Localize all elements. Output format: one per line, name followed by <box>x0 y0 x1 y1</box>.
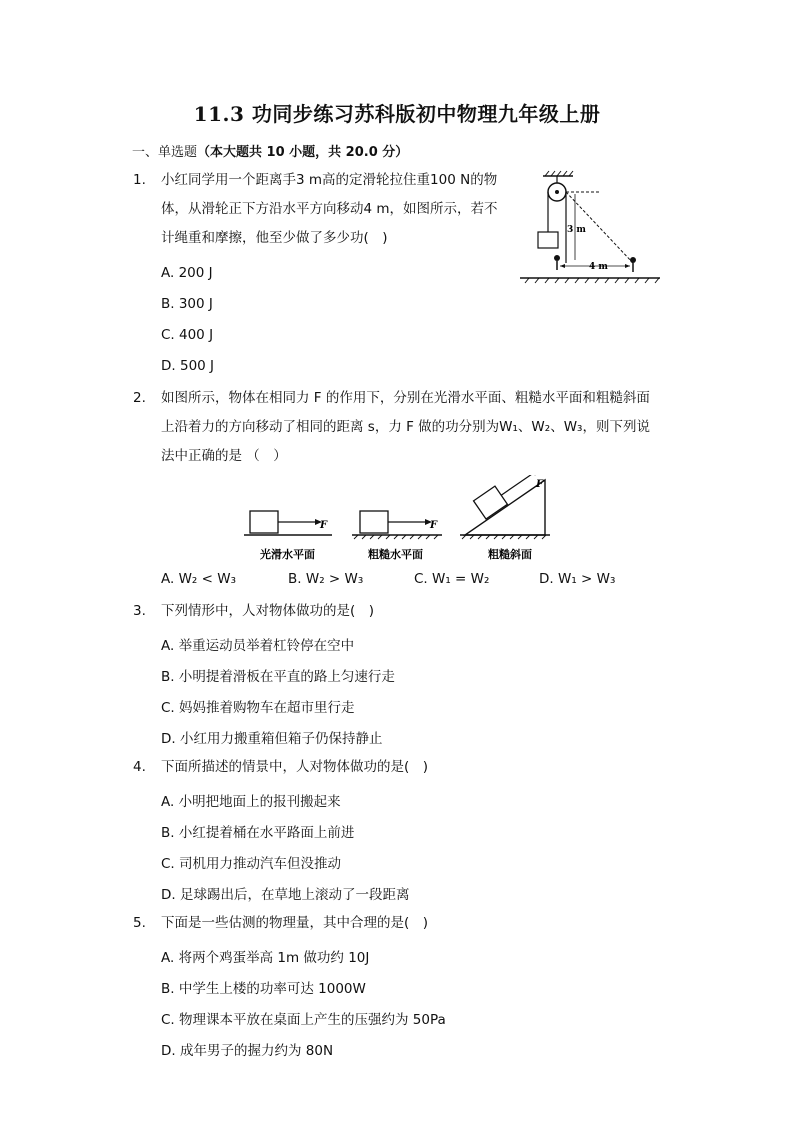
surface-label: 光滑水平面 <box>260 548 315 561</box>
pulley-figure <box>515 170 665 290</box>
question-number: 2. <box>133 390 146 406</box>
section-detail: （本大题共 10 小题，共 20.0 分） <box>197 145 409 160</box>
question-stem: 下面是一些估测的物理量，其中合理的是( ) <box>161 915 429 931</box>
option-c[interactable]: C. 物理课本平放在桌面上产生的压强约为 50Pa <box>161 1012 446 1028</box>
option-a[interactable]: A. 举重运动员举着杠铃停在空中 <box>161 638 355 654</box>
stem-line: 法中正确的是 （ ） <box>161 448 287 464</box>
option-d[interactable]: D. 500 J <box>161 358 215 374</box>
question-number: 3. <box>133 603 146 619</box>
question-stem <box>161 166 498 253</box>
option-d[interactable]: D. 足球踢出后，在草地上滚动了一段距离 <box>161 887 410 903</box>
question-number: 5. <box>133 915 146 931</box>
stem-line: 体，从滑轮正下方沿水平方向移动4 m，如图所示，若不 <box>161 201 498 217</box>
option-a[interactable]: A. W₂ < W₃ <box>161 571 236 587</box>
svg-text:F: F <box>430 520 438 531</box>
question-number: 1. <box>133 172 146 188</box>
option-d[interactable]: D. 小红用力搬重箱但箱子仍保持静止 <box>161 731 383 747</box>
width-label: 4 m <box>589 262 608 272</box>
panel-smooth-horizontal <box>244 511 332 561</box>
question-stem <box>161 384 650 471</box>
svg-text:F: F <box>536 479 544 490</box>
option-a[interactable]: A. 将两个鸡蛋举高 1m 做功约 10J <box>161 950 370 966</box>
option-b[interactable]: B. 小明提着滑板在平直的路上匀速行走 <box>161 669 395 685</box>
option-a[interactable]: A. 小明把地面上的报刊搬起来 <box>161 794 341 810</box>
question-stem: 下列情形中，人对物体做功的是( ) <box>161 603 375 619</box>
svg-text:F: F <box>320 520 328 531</box>
stem-line: 上沿着力的方向移动了相同的距离 s，力 F 做的功分别为W₁、W₂、W₃，则下列说 <box>161 419 650 435</box>
option-b[interactable]: B. 300 J <box>161 296 213 312</box>
weight-box <box>538 232 558 248</box>
question-number: 4. <box>133 759 146 775</box>
option-c[interactable]: C. W₁ = W₂ <box>414 571 490 587</box>
surfaces-figure <box>240 475 560 565</box>
question-stem: 下面所描述的情景中，人对物体做功的是( ) <box>161 759 429 775</box>
option-b[interactable]: B. W₂ > W₃ <box>288 571 364 587</box>
option-a[interactable]: A. 200 J <box>161 265 213 281</box>
option-d[interactable]: D. W₁ > W₃ <box>539 571 616 587</box>
stem-line: 如图所示，物体在相同力 F 的作用下，分别在光滑水平面、粗糙水平面和粗糙斜面 <box>161 390 650 406</box>
option-c[interactable]: C. 400 J <box>161 327 214 343</box>
page-title: 11.3 功同步练习苏科版初中物理九年级上册 <box>193 102 601 126</box>
section-label: 一、单选题 <box>132 145 198 160</box>
stem-line: 小红同学用一个距离手3 m高的定滑轮拉住重100 N的物 <box>161 172 498 188</box>
panel-rough-incline <box>460 475 550 561</box>
surface-label: 粗糙斜面 <box>488 548 532 561</box>
option-c[interactable]: C. 妈妈推着购物车在超市里行走 <box>161 700 355 716</box>
option-c[interactable]: C. 司机用力推动汽车但没推动 <box>161 856 342 872</box>
stem-line: 计绳重和摩擦，他至少做了多少功( ) <box>161 230 388 246</box>
panel-rough-horizontal <box>352 511 442 561</box>
option-b[interactable]: B. 小红提着桶在水平路面上前进 <box>161 825 355 841</box>
surface-label: 粗糙水平面 <box>368 548 423 561</box>
height-label: 3 m <box>567 225 586 235</box>
section-heading <box>132 141 408 160</box>
option-d[interactable]: D. 成年男子的握力约为 80N <box>161 1043 334 1059</box>
option-b[interactable]: B. 中学生上楼的功率可达 1000W <box>161 981 366 997</box>
